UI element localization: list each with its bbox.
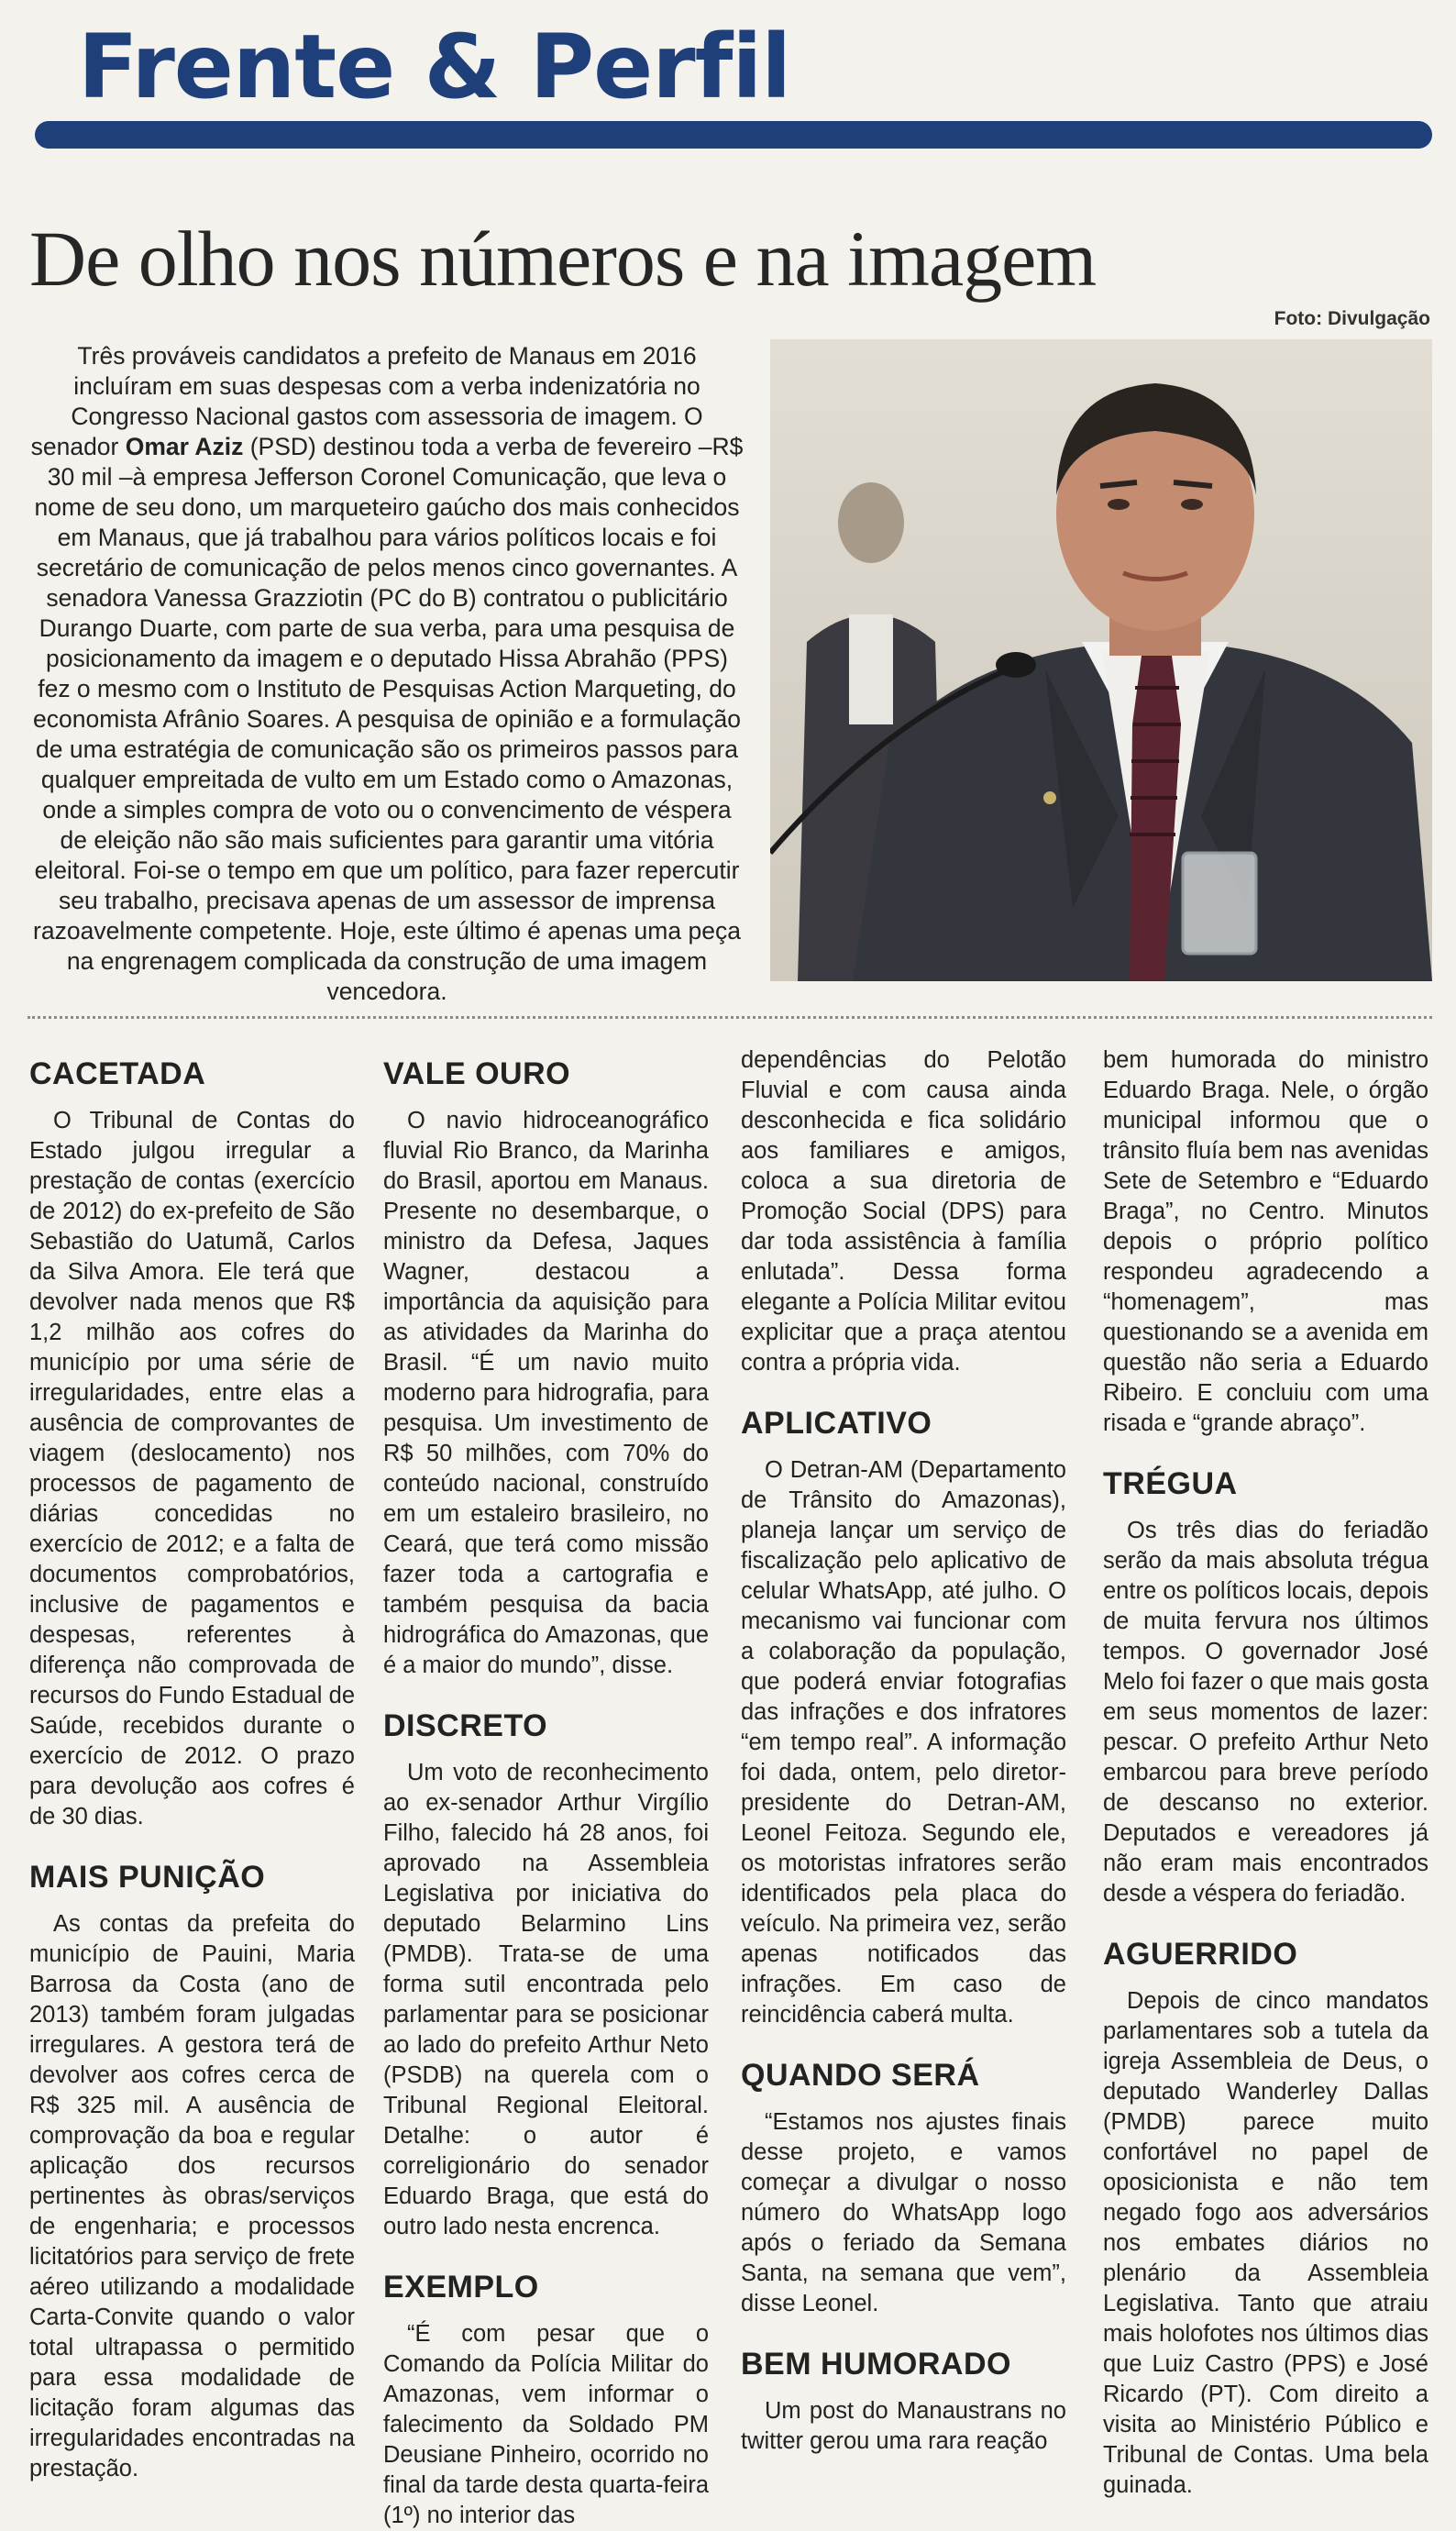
column-2 [383, 1045, 709, 2531]
note-text-vale-ouro: O navio hidroceanográfico fluvial Rio Branco, da Marinha do Brasil, aportou em Manaus. Presente no desembarque, o ministro da Defesa, Jaques Wagner, destacou a importância da aquisição para as atividades da Marinha do Brasil. “É um navio muito moderno para hidrografia, para pesquisa. Um investimento de R$ 50 milhões, com 70% do conteúdo nacional, construído em um estaleiro brasileiro, no Ceará, que terá como missão fazer toda a cartografia e também pesquisa da bacia hidrográfica do Amazonas, que é a maior do mundo”, disse. [383, 1108, 709, 1678]
title-rule [35, 121, 1432, 149]
section-divider [28, 1016, 1432, 1019]
lead-paragraph [29, 341, 745, 1007]
note-title-cacetada: CACETADA [29, 1056, 206, 1091]
column-4 [1103, 1045, 1428, 2501]
headline: De olho nos números e na imagem [29, 215, 1097, 303]
senator-photo [770, 339, 1432, 981]
lead-senator-name: Omar Aziz [125, 433, 244, 460]
note-text-bem-humorado-continued: bem humorada do ministro Eduardo Braga. Nele, o órgão municipal informou que o trânsito fluía bem nas avenidas Sete de Setembro e “Eduardo Braga”, no Centro. Minutos depois o próprio político respondeu agradecendo a “homenagem”, mas questionando se a avenida em questão não seria a Eduardo Ribeiro. E concluiu com uma risada e “grande abraço”. [1103, 1047, 1428, 1436]
note-text-discreto: Um voto de reconhecimento ao ex-senador Arthur Virgílio Filho, falecido há 28 anos, foi aprovado na Assembleia Legislativa por iniciativa do deputado Belarmino Lins (PMDB). Trata-se de uma forma sutil encontrada pelo parlamentar para se posicionar ao lado do prefeito Arthur Neto (PSDB) na querela com o Tribunal Regional Eleitoral. Detalhe: o autor é correligionário do senador Eduardo Braga, que está do outro lado nesta encrenca. [383, 1760, 709, 2239]
note-text-exemplo-continued: dependências do Pelotão Fluvial e com causa ainda desconhecida e fica solidário aos familiares e amigos, coloca a sua diretoria de Promoção Social (DPS) para dar toda assistência à família enlutada”. Dessa forma elegante a Polícia Militar evitou explicitar que a praça atentou contra a própria vida. [741, 1047, 1066, 1376]
lead-text-1: Três prováveis candidatos a prefeito de Manaus em 2016 incluíram em suas despesas com a verba indenizatória no Congresso Nacional gastos com assessoria de imagem. O senador [30, 342, 703, 460]
note-title-aplicativo: APLICATIVO [741, 1406, 932, 1441]
lead-text-2: (PSD) destinou toda a verba de fevereiro –R$ 30 mil –à empresa Jefferson Coronel Comunicação, que leva o nome de seu dono, um marqueteiro gaúcho dos mais conhecidos em Manaus, que já trabalhou para vários políticos locais e foi secretário de comunicação de pelos menos cinco governantes. A senadora Vanessa Grazziotin (PC do B) contratou o publicitário Durango Duarte, com parte de sua verba, para uma pesquisa de posicionamento da imagem e o deputado Hissa Abrahão (PPS) fez o mesmo com o Instituto de Pesquisas Action Marqueting, do economista Afrânio Soares. A pesquisa de opinião e a formulação de uma estratégia de comunicação são os primeiros passos para qualquer empreitada de vulto em um Estado como o Amazonas, onde a simples compra de voto ou o convencimento de véspera de eleição não são mais suficientes para garantir uma vitória eleitoral. Foi-se o tempo em que um político, para fazer repercutir seu trabalho, precisava apenas de um assessor de imprensa razoavelmente competente. Hoje, este último é apenas uma peça na engrenagem complicada da construção de uma imagem vencedora. [33, 433, 744, 1005]
note-title-tregua: TRÉGUA [1103, 1466, 1238, 1501]
note-text-cacetada: O Tribunal de Contas do Estado julgou irregular a prestação de contas (exercício de 2012) do ex-prefeito de São Sebastião do Uatumã, Carlos da Silva Amora. Ele terá que devolver nada menos que R$ 1,2 milhão aos cofres do município por uma série de irregularidades, entre elas a ausência de comprovantes de viagem (deslocamento) nos processos de pagamento de diárias concedidas no exercício de 2012; e a falta de documentos comprobatórios, inclusive de pagamentos e despesas, referentes à diferença não comprovada de recursos do Fundo Estadual de Saúde, recebidos durante o exercício de 2012. O prazo para devolução aos cofres é de 30 dias. [29, 1108, 355, 1829]
note-text-exemplo: “É com pesar que o Comando da Polícia Militar do Amazonas, vem informar o falecimento da Soldado PM Deusiane Pinheiro, ocorrido no final da tarde desta quarta-feira (1º) no interior das [383, 2321, 709, 2528]
note-text-quando-sera: “Estamos nos ajustes finais desse projeto, e vamos começar a divulgar o nosso número do WhatsApp logo após o feriado da Semana Santa, na semana que vem”, disse Leonel. [741, 2109, 1066, 2316]
note-title-vale-ouro: VALE OURO [383, 1056, 571, 1091]
senator-photo-illustration [770, 339, 1432, 981]
note-text-mais-punicao: As contas da prefeita do município de Pauini, Maria Barrosa da Costa (ano de 2013) também foram julgadas irregulares. A gestora terá de devolver aos cofres cerca de R$ 325 mil. A ausência de comprovação da boa e regular aplicação dos recursos pertinentes às obras/serviços de engenharia; e processos licitatórios para serviço de frete aéreo utilizando a modalidade Carta-Convite quando o valor total ultrapassa o permitido para essa modalidade de licitação foram algumas das irregularidades encontradas na prestação. [29, 1911, 355, 2481]
note-title-bem-humorado: BEM HUMORADO [741, 2347, 1011, 2382]
column-3 [741, 1045, 1066, 2457]
note-title-discreto: DISCRETO [383, 1708, 548, 1743]
note-title-exemplo: EXEMPLO [383, 2270, 539, 2304]
column-1 [29, 1045, 355, 2484]
note-title-mais-punicao: MAIS PUNIÇÃO [29, 1860, 266, 1895]
note-text-tregua: Os três dias do feriadão serão da mais absoluta trégua entre os políticos locais, depois de muita fervura nos últimos tempos. O governador José Melo foi fazer o que mais gosta em seus momentos de lazer: pescar. O prefeito Arthur Neto embarcou para breve período de descanso no exterior. Deputados e vereadores já não eram mais encontrados desde a véspera do feriadão. [1103, 1518, 1428, 1907]
photo-credit: Foto: Divulgação [1274, 308, 1430, 329]
note-title-aguerrido: AGUERRIDO [1103, 1937, 1298, 1972]
note-text-aplicativo: O Detran-AM (Departamento de Trânsito do Amazonas), planeja lançar um serviço de fiscalização pelo aplicativo de celular WhatsApp, até julho. O mecanismo vai funcionar com a colaboração da população, que poderá enviar fotografias das infrações e dos infratores “em tempo real”. A informação foi dada, ontem, pelo diretor-presidente do Detran-AM, Leonel Feitoza. Segundo ele, os motoristas infratores serão identificados pela placa do veículo. Na primeira vez, serão apenas notificados das infrações. Em caso de reincidência caberá multa. [741, 1457, 1066, 2028]
note-title-quando-sera: QUANDO SERÁ [741, 2058, 980, 2093]
section-title: Frente & Perfil [78, 16, 791, 118]
note-text-aguerrido: Depois de cinco mandatos parlamentares sob a tutela da igreja Assembleia de Deus, o deputado Wanderley Dallas (PMDB) parece muito confortável no papel de oposicionista e não tem negado fogo aos adversários nos embates diários no plenário da Assembleia Legislativa. Tanto que atraiu mais holofotes nos últimos dias que Luiz Castro (PPS) e José Ricardo (PT). Com direito a visita ao Ministério Público e Tribunal de Contas. Uma bela guinada. [1103, 1988, 1428, 2498]
note-text-bem-humorado: Um post do Manaustrans no twitter gerou uma rara reação [741, 2398, 1066, 2454]
